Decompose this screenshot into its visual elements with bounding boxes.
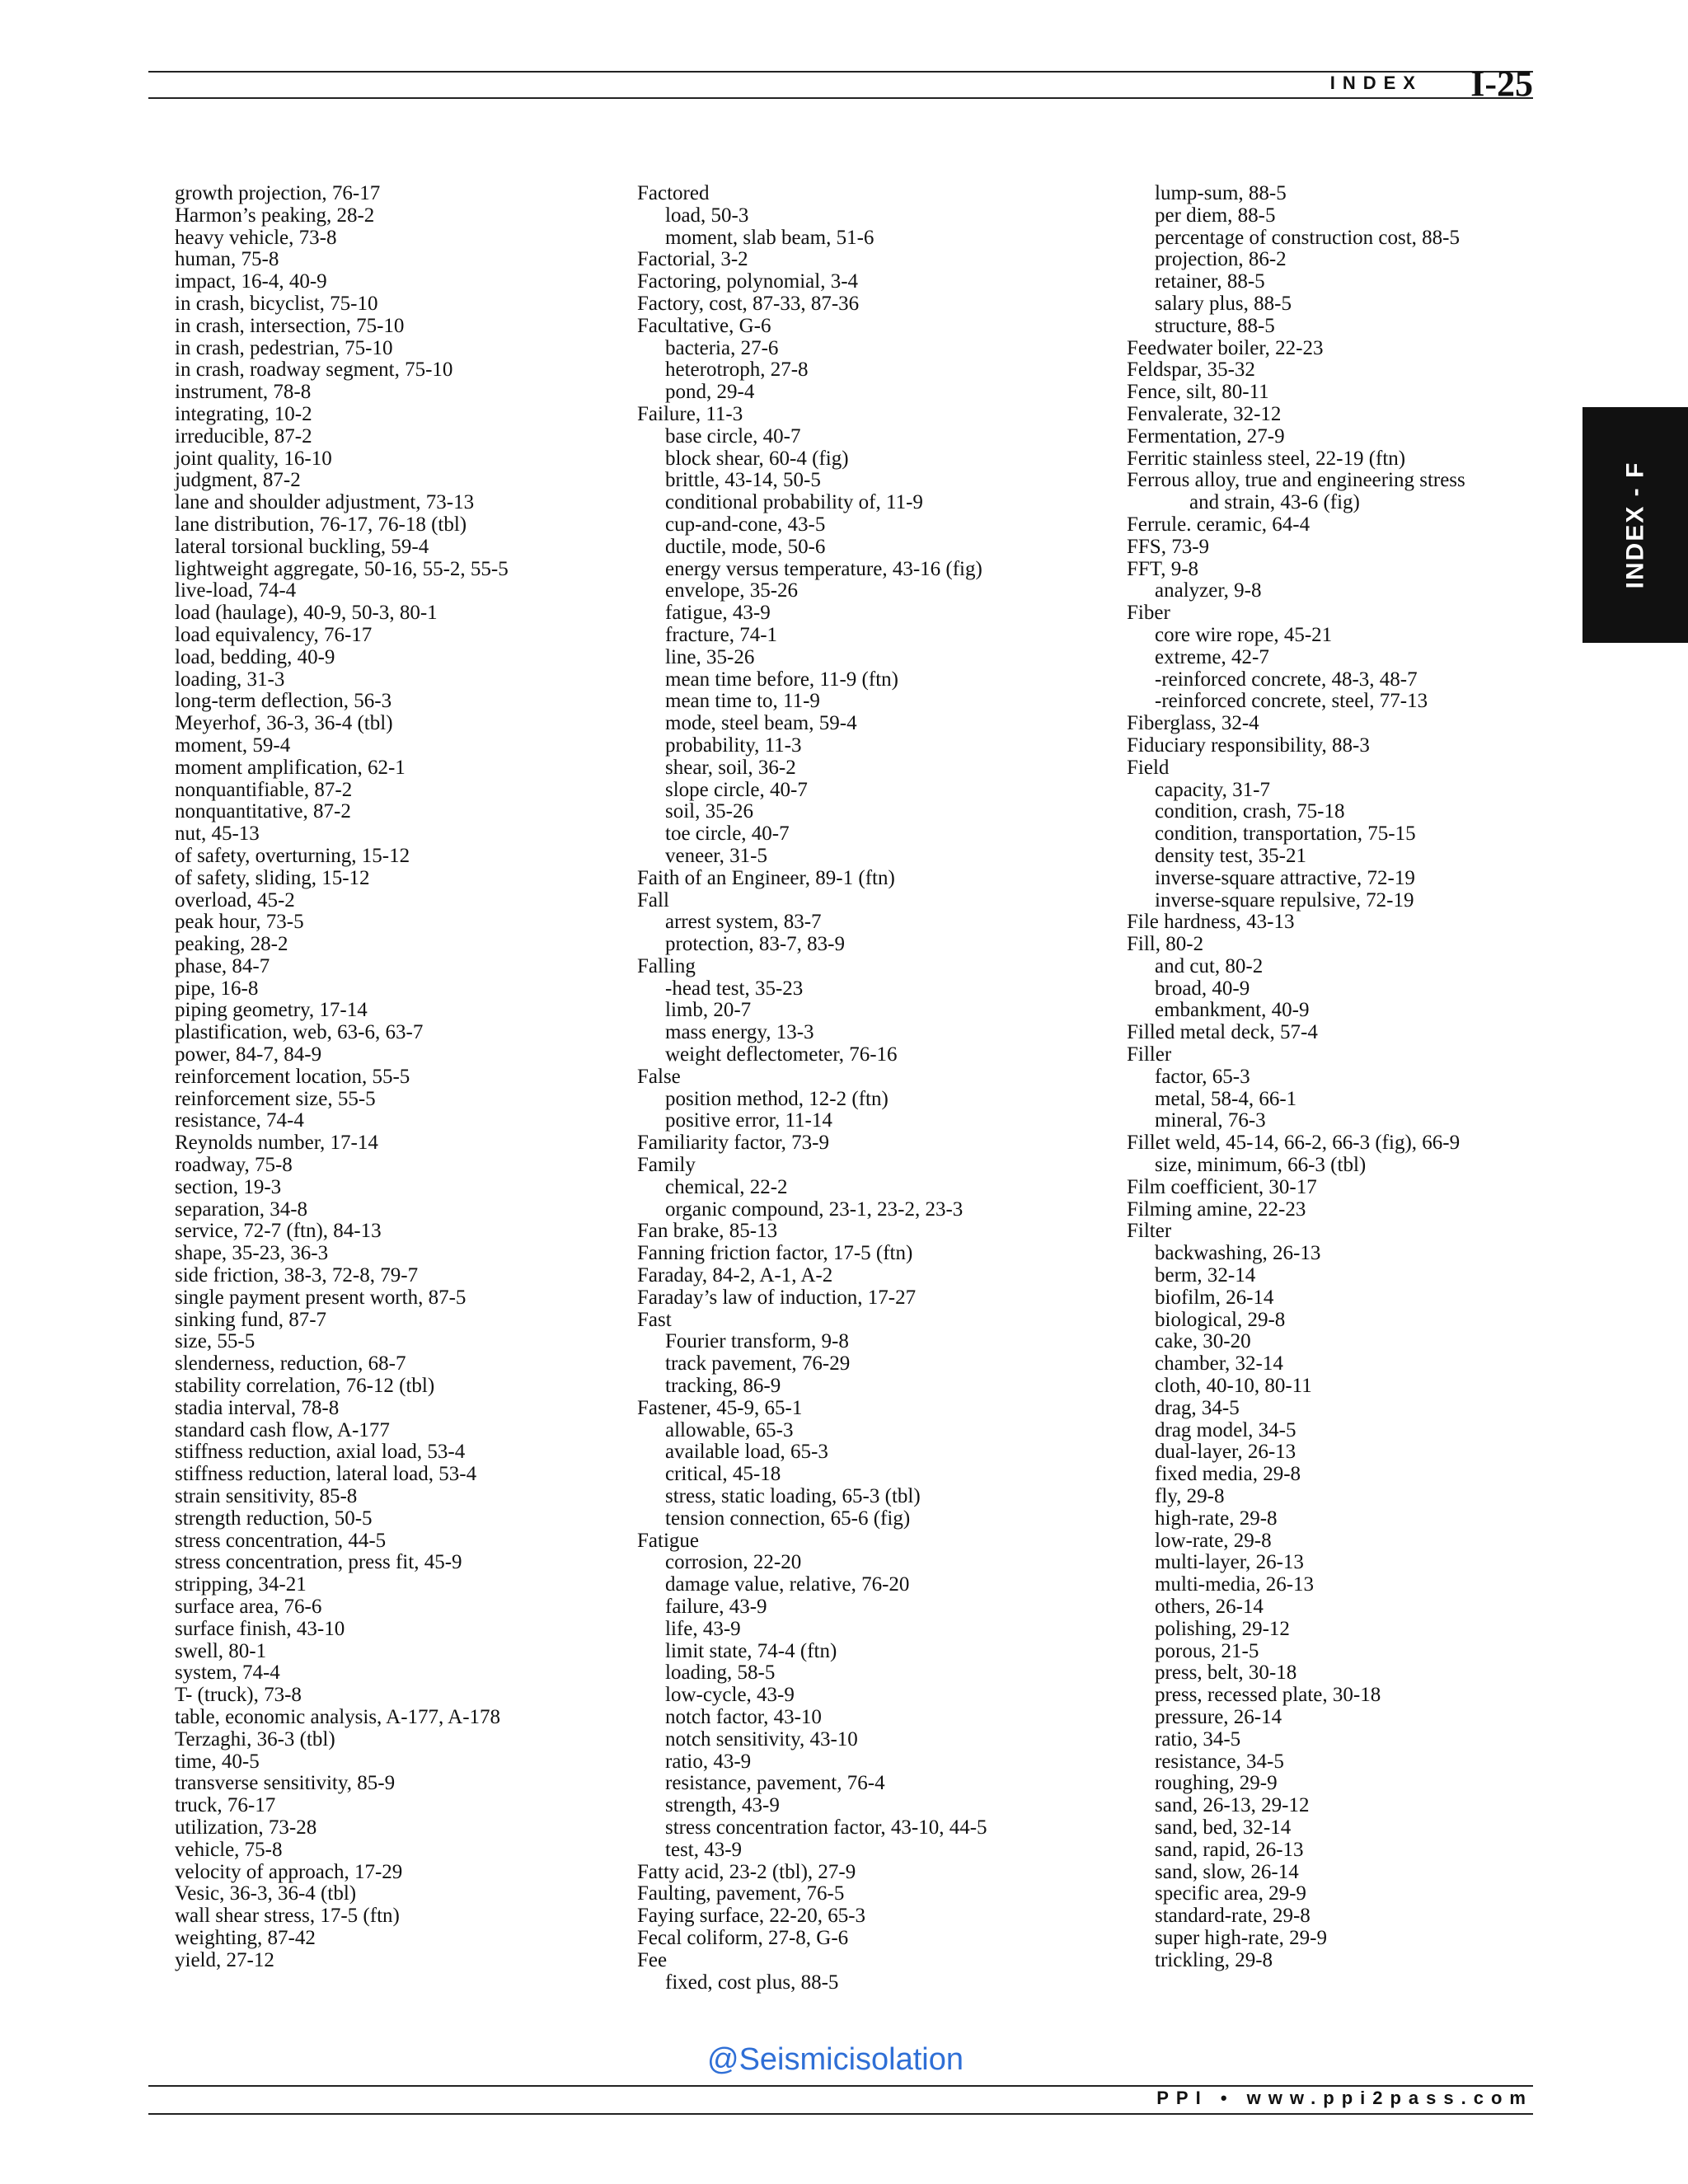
index-entry: peak hour, 73-5 [175,911,304,934]
index-entry: integrating, 10-2 [175,402,312,425]
index-subentry: metal, 58-4, 66-1 [1155,1087,1297,1110]
index-subentry: critical, 45-18 [665,1463,781,1486]
index-entry: Filming amine, 22-23 [1127,1197,1306,1221]
index-subentry: and strain, 43-6 (fig) [1189,491,1360,514]
index-entry: sinking fund, 87-7 [175,1308,327,1331]
index-subentry: fly, 29-8 [1155,1485,1225,1508]
index-subentry: tracking, 86-9 [665,1375,781,1398]
index-subentry: allowable, 65-3 [665,1418,794,1441]
index-subentry: line, 35-26 [665,645,755,668]
index-subentry: projection, 86-2 [1155,248,1287,271]
index-entry: Fiber [1127,602,1170,625]
index-subentry: test, 43-9 [665,1838,743,1861]
index-subentry: super high-rate, 29-9 [1155,1926,1327,1949]
index-entry: nonquantitative, 87-2 [175,800,351,823]
index-entry: lane distribution, 76-17, 76-18 (tbl) [175,513,467,536]
index-entry: lane and shoulder adjustment, 73-13 [175,491,475,514]
index-entry: reinforcement location, 55-5 [175,1065,410,1088]
index-subentry: trickling, 29-8 [1155,1948,1273,1971]
index-entry: swell, 80-1 [175,1639,267,1662]
index-subentry: press, recessed plate, 30-18 [1155,1684,1381,1707]
index-subentry: envelope, 35-26 [665,579,799,602]
index-entry: resistance, 74-4 [175,1109,304,1132]
index-entry: of safety, overturning, 15-12 [175,844,410,867]
index-subentry: track pavement, 76-29 [665,1352,851,1376]
index-entry: weighting, 87-42 [175,1926,316,1949]
index-subentry: drag model, 34-5 [1155,1418,1296,1441]
index-entry: Fast [637,1308,672,1331]
index-entry: Failure, 11-3 [637,402,743,425]
index-entry: live-load, 74-4 [175,579,297,602]
index-subentry: standard-rate, 29-8 [1155,1905,1311,1928]
index-subentry: protection, 83-7, 83-9 [665,933,846,956]
index-entry: nut, 45-13 [175,823,260,846]
index-entry: lateral torsional buckling, 59-4 [175,535,429,558]
index-subentry: core wire rope, 45-21 [1155,623,1333,646]
index-subentry: extreme, 42-7 [1155,645,1269,668]
index-subentry: dual-layer, 26-13 [1155,1441,1296,1464]
index-subentry: size, minimum, 66-3 (tbl) [1155,1154,1367,1177]
index-entry: in crash, pedestrian, 75-10 [175,336,393,359]
index-subentry: resistance, 34-5 [1155,1750,1284,1773]
index-entry: impact, 16-4, 40-9 [175,270,327,293]
index-subentry: fatigue, 43-9 [665,602,771,625]
index-subentry: -head test, 35-23 [665,977,804,1000]
index-entry: in crash, bicyclist, 75-10 [175,292,378,315]
index-subentry: ratio, 34-5 [1155,1727,1241,1750]
index-entry: Fanning friction factor, 17-5 (ftn) [637,1242,913,1265]
index-entry: phase, 84-7 [175,954,270,977]
index-entry: Feedwater boiler, 22-23 [1127,336,1324,359]
index-entry: Factored [637,182,710,204]
index-entry: Film coefficient, 30-17 [1127,1175,1317,1198]
index-entry: in crash, intersection, 75-10 [175,314,405,337]
index-entry: Fee [637,1948,668,1971]
index-entry: instrument, 78-8 [175,381,312,404]
index-subentry: chemical, 22-2 [665,1175,788,1198]
index-subentry: probability, 11-3 [665,733,802,757]
index-entry: transverse sensitivity, 85-9 [175,1772,396,1795]
index-subentry: energy versus temperature, 43-16 (fig) [665,557,982,580]
index-entry: loading, 31-3 [175,668,285,691]
index-entry: stiffness reduction, axial load, 53-4 [175,1441,466,1464]
index-subentry: position method, 12-2 (ftn) [665,1087,889,1110]
index-subentry: limb, 20-7 [665,999,752,1022]
footer-rule-top [148,2085,1533,2087]
index-entry: Filled metal deck, 57-4 [1127,1021,1318,1044]
index-subentry: capacity, 31-7 [1155,778,1270,801]
index-subentry: weight deflectometer, 76-16 [665,1043,898,1066]
index-subentry: veneer, 31-5 [665,844,767,867]
index-subentry: sand, rapid, 26-13 [1155,1838,1304,1861]
index-subentry: shear, soil, 36-2 [665,756,796,779]
index-subentry: mode, steel beam, 59-4 [665,712,857,735]
index-subentry: soil, 35-26 [665,800,753,823]
index-entry: truck, 76-17 [175,1794,276,1817]
header-rule-top [148,71,1533,73]
index-subentry: retainer, 88-5 [1155,270,1265,293]
index-entry: Faying surface, 22-20, 65-3 [637,1905,866,1928]
index-entry: Terzaghi, 36-3 (tbl) [175,1727,335,1750]
index-entry: Fatty acid, 23-2 (tbl), 27-9 [637,1860,856,1883]
index-column-1 [175,183,509,1972]
index-entry: surface area, 76-6 [175,1596,322,1618]
index-entry: stadia interval, 78-8 [175,1396,340,1419]
index-entry: nonquantifiable, 87-2 [175,778,353,801]
footer-rule-bottom [148,2113,1533,2115]
index-entry: Faith of an Engineer, 89-1 (ftn) [637,866,895,889]
index-entry: Faraday’s law of induction, 17-27 [637,1286,917,1309]
index-entry: Meyerhof, 36-3, 36-4 (tbl) [175,712,393,735]
index-subentry: brittle, 43-14, 50-5 [665,469,821,492]
index-entry: load (haulage), 40-9, 50-3, 80-1 [175,602,438,625]
index-entry: stress concentration, 44-5 [175,1529,387,1552]
index-entry: overload, 45-2 [175,888,295,912]
index-entry: pipe, 16-8 [175,977,259,1000]
index-subentry: density test, 35-21 [1155,844,1307,867]
index-entry: load, bedding, 40-9 [175,645,335,668]
index-subentry: fixed, cost plus, 88-5 [665,1971,839,1994]
index-entry: Fermentation, 27-9 [1127,424,1285,448]
index-subentry: tension connection, 65-6 (fig) [665,1507,911,1530]
index-subentry: broad, 40-9 [1155,977,1250,1000]
index-subentry: porous, 21-5 [1155,1639,1259,1662]
index-subentry: organic compound, 23-1, 23-2, 23-3 [665,1197,964,1221]
index-entry: stripping, 34-21 [175,1573,307,1596]
index-entry: piping geometry, 17-14 [175,999,368,1022]
index-entry: Harmon’s peaking, 28-2 [175,204,375,227]
index-entry: Falling [637,954,696,977]
index-subentry: mean time before, 11-9 (ftn) [665,668,898,691]
index-entry: Ferrous alloy, true and engineering stress [1127,469,1465,492]
index-entry: stress concentration, press fit, 45-9 [175,1551,462,1574]
index-entry: surface finish, 43-10 [175,1617,345,1640]
index-entry: stability correlation, 76-12 (tbl) [175,1375,435,1398]
index-subentry: mineral, 76-3 [1155,1109,1266,1132]
index-subentry: -reinforced concrete, 48-3, 48-7 [1155,668,1418,691]
index-entry: Fecal coliform, 27-8, G-6 [637,1926,849,1949]
index-entry: Fiberglass, 32-4 [1127,712,1259,735]
index-entry: Fill, 80-2 [1127,933,1204,956]
index-subentry: resistance, pavement, 76-4 [665,1772,885,1795]
index-entry: stiffness reduction, lateral load, 53-4 [175,1463,477,1486]
index-subentry: specific area, 29-9 [1155,1882,1306,1905]
index-entry: table, economic analysis, A-177, A-178 [175,1705,501,1728]
index-entry: slenderness, reduction, 68-7 [175,1352,406,1376]
index-subentry: positive error, 11-14 [665,1109,832,1132]
index-entry: side friction, 38-3, 72-8, 79-7 [175,1264,419,1287]
index-subentry: arrest system, 83-7 [665,911,822,934]
index-entry: roadway, 75-8 [175,1154,293,1177]
index-entry: Ferrule. ceramic, 64-4 [1127,513,1311,536]
index-entry: strain sensitivity, 85-8 [175,1485,358,1508]
index-subentry: embankment, 40-9 [1155,999,1310,1022]
index-subentry: and cut, 80-2 [1155,954,1264,977]
index-entry: peaking, 28-2 [175,933,288,956]
watermark: @Seismicisolation [707,2042,964,2077]
index-entry: strength reduction, 50-5 [175,1507,373,1530]
index-subentry: per diem, 88-5 [1155,204,1276,227]
index-subentry: heterotroph, 27-8 [665,359,809,382]
index-subentry: cloth, 40-10, 80-11 [1155,1375,1312,1398]
index-subentry: press, belt, 30-18 [1155,1661,1297,1685]
index-entry: wall shear stress, 17-5 (ftn) [175,1905,400,1928]
index-entry: Feldspar, 35-32 [1127,359,1255,382]
index-subentry: condition, crash, 75-18 [1155,800,1345,823]
index-subentry: salary plus, 88-5 [1155,292,1292,315]
index-subentry: notch factor, 43-10 [665,1705,822,1728]
index-entry: False [637,1065,681,1088]
index-entry: Fan brake, 85-13 [637,1220,778,1243]
index-subentry: cup-and-cone, 43-5 [665,513,826,536]
index-entry: growth projection, 76-17 [175,182,381,204]
index-subentry: cake, 30-20 [1155,1330,1251,1353]
index-entry: single payment present worth, 87-5 [175,1286,467,1309]
index-subentry: conditional probability of, 11-9 [665,491,923,514]
index-subentry: roughing, 29-9 [1155,1772,1278,1795]
index-entry: Field [1127,756,1170,779]
index-entry: FFS, 73-9 [1127,535,1210,558]
index-entry: File hardness, 43-13 [1127,911,1295,934]
index-entry: service, 72-7 (ftn), 84-13 [175,1220,382,1243]
index-subentry: high-rate, 29-8 [1155,1507,1278,1530]
index-entry: Vesic, 36-3, 36-4 (tbl) [175,1882,357,1905]
index-side-tab [1582,407,1688,643]
index-subentry: structure, 88-5 [1155,314,1275,337]
index-subentry: sand, 26-13, 29-12 [1155,1794,1310,1817]
index-entry: Facultative, G-6 [637,314,771,337]
index-subentry: base circle, 40-7 [665,424,801,448]
index-column-3 [1127,183,1465,1972]
index-subentry: drag, 34-5 [1155,1396,1240,1419]
index-subentry: mass energy, 13-3 [665,1021,814,1044]
index-entry: Fatigue [637,1529,699,1552]
index-entry: Fenvalerate, 32-12 [1127,402,1282,425]
header-rule-bottom [148,97,1533,99]
index-subentry: biological, 29-8 [1155,1308,1286,1331]
index-entry: heavy vehicle, 73-8 [175,226,337,249]
index-entry: utilization, 73-28 [175,1816,317,1839]
index-subentry: factor, 65-3 [1155,1065,1250,1088]
index-entry: Fiduciary responsibility, 88-3 [1127,733,1370,757]
index-subentry: stress concentration factor, 43-10, 44-5 [665,1816,987,1839]
header-section-label: INDEX [1329,73,1423,93]
index-subentry: load, 50-3 [665,204,749,227]
index-subentry: strength, 43-9 [665,1794,780,1817]
index-entry: velocity of approach, 17-29 [175,1860,403,1883]
index-subentry: bacteria, 27-6 [665,336,779,359]
index-subentry: notch sensitivity, 43-10 [665,1727,858,1750]
index-subentry: polishing, 29-12 [1155,1617,1290,1640]
index-subentry: mean time to, 11-9 [665,690,820,713]
index-entry: moment, 59-4 [175,733,291,757]
index-entry: Factory, cost, 87-33, 87-36 [637,292,860,315]
index-subentry: life, 43-9 [665,1617,741,1640]
index-entry: moment amplification, 62-1 [175,756,406,779]
index-entry: system, 74-4 [175,1661,280,1685]
index-subentry: others, 26-14 [1155,1596,1264,1618]
index-entry: plastification, web, 63-6, 63-7 [175,1021,424,1044]
index-entry: time, 40-5 [175,1750,260,1773]
index-entry: yield, 27-12 [175,1948,274,1971]
index-subentry: low-cycle, 43-9 [665,1684,795,1707]
index-subentry: limit state, 74-4 (ftn) [665,1639,837,1662]
index-entry: of safety, sliding, 15-12 [175,866,370,889]
index-subentry: sand, bed, 32-14 [1155,1816,1292,1839]
index-entry: standard cash flow, A-177 [175,1418,390,1441]
index-entry: shape, 35-23, 36-3 [175,1242,329,1265]
index-subentry: toe circle, 40-7 [665,823,790,846]
index-entry: Reynolds number, 17-14 [175,1132,378,1155]
index-subentry: loading, 58-5 [665,1661,776,1685]
index-entry: Familiarity factor, 73-9 [637,1132,829,1155]
footer-publisher: PPI • www.ppi2pass.com [1156,2088,1533,2108]
index-entry: size, 55-5 [175,1330,256,1353]
index-entry: section, 19-3 [175,1175,282,1198]
index-subentry: moment, slab beam, 51-6 [665,226,874,249]
index-subentry: multi-layer, 26-13 [1155,1551,1304,1574]
index-subentry: corrosion, 22-20 [665,1551,802,1574]
index-entry: T- (truck), 73-8 [175,1684,302,1707]
index-entry: Filter [1127,1220,1172,1243]
index-entry: human, 75-8 [175,248,279,271]
index-subentry: pressure, 26-14 [1155,1705,1282,1728]
index-subentry: condition, transportation, 75-15 [1155,823,1416,846]
index-entry: irreducible, 87-2 [175,424,312,448]
index-subentry: inverse-square attractive, 72-19 [1155,866,1415,889]
index-subentry: ductile, mode, 50-6 [665,535,826,558]
index-subentry: percentage of construction cost, 88-5 [1155,226,1461,249]
index-entry: Ferritic stainless steel, 22-19 (ftn) [1127,447,1406,470]
index-subentry: damage value, relative, 76-20 [665,1573,910,1596]
index-subentry: berm, 32-14 [1155,1264,1256,1287]
index-column-2 [637,183,987,1994]
index-entry: lightweight aggregate, 50-16, 55-2, 55-5 [175,557,509,580]
index-subentry: Fourier transform, 9-8 [665,1330,849,1353]
index-subentry: analyzer, 9-8 [1155,579,1262,602]
index-subentry: backwashing, 26-13 [1155,1242,1321,1265]
index-entry: Faraday, 84-2, A-1, A-2 [637,1264,833,1287]
index-entry: judgment, 87-2 [175,469,301,492]
index-entry: Faulting, pavement, 76-5 [637,1882,845,1905]
index-entry: Factorial, 3-2 [637,248,748,271]
index-subentry: biofilm, 26-14 [1155,1286,1274,1309]
index-entry: reinforcement size, 55-5 [175,1087,376,1110]
index-entry: Fillet weld, 45-14, 66-2, 66-3 (fig), 66-9 [1127,1132,1461,1155]
index-entry: separation, 34-8 [175,1197,308,1221]
index-subentry: -reinforced concrete, steel, 77-13 [1155,690,1428,713]
index-entry: vehicle, 75-8 [175,1838,283,1861]
index-entry: Fall [637,888,669,912]
index-subentry: failure, 43-9 [665,1596,767,1618]
index-subentry: available load, 65-3 [665,1441,828,1464]
index-entry: Factoring, polynomial, 3-4 [637,270,859,293]
index-subentry: stress, static loading, 65-3 (tbl) [665,1485,921,1508]
index-entry: Family [637,1154,696,1177]
index-entry: load equivalency, 76-17 [175,623,373,646]
index-entry: power, 84-7, 84-9 [175,1043,322,1066]
index-subentry: slope circle, 40-7 [665,778,808,801]
side-tab-label: INDEX - F [1621,461,1649,589]
index-subentry: pond, 29-4 [665,381,755,404]
index-subentry: fracture, 74-1 [665,623,778,646]
index-subentry: block shear, 60-4 (fig) [665,447,849,470]
index-subentry: multi-media, 26-13 [1155,1573,1315,1596]
index-entry: Filler [1127,1043,1172,1066]
index-entry: joint quality, 16-10 [175,447,332,470]
index-entry: FFT, 9-8 [1127,557,1199,580]
index-subentry: lump-sum, 88-5 [1155,182,1287,204]
index-entry: long-term deflection, 56-3 [175,690,392,713]
index-subentry: sand, slow, 26-14 [1155,1860,1299,1883]
index-subentry: fixed media, 29-8 [1155,1463,1301,1486]
index-entry: Fence, silt, 80-11 [1127,381,1269,404]
index-entry: in crash, roadway segment, 75-10 [175,359,453,382]
index-subentry: ratio, 43-9 [665,1750,752,1773]
index-subentry: inverse-square repulsive, 72-19 [1155,888,1414,912]
page-number: I-25 [1470,63,1533,104]
index-subentry: chamber, 32-14 [1155,1352,1283,1376]
index-subentry: low-rate, 29-8 [1155,1529,1272,1552]
index-entry: Fastener, 45-9, 65-1 [637,1396,803,1419]
